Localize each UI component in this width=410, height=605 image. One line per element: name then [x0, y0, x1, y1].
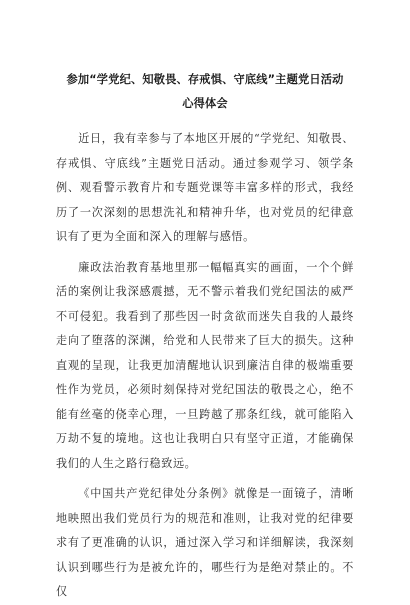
paragraph-2: 廉政法治教育基地里那一幅幅真实的画面，一个个鲜活的案例让我深感震撼，无不警示着我们党纪国法的威严不可侵犯。我看到了那些因一时贪欲而迷失自我的人最终走向了堕落的深渊，给党和人民带来了巨大的损失。这种直观的呈现，让我更加清醒地认识到廉洁自律的极端重要性作为党员，必须时刻保持对党纪国法的敬畏之心，绝不能有丝毫的侥幸心理，一旦跨越了那条红线，就可能陷入万劫不复的境地。这也让我明白只有坚守正道，才能确保我们的人生之路行稳致远。	[56, 260, 354, 470]
document-title-line-2: 心得体会	[182, 97, 228, 110]
title-spacer	[56, 116, 354, 127]
document-title-line-1: 参加“学党纪、知敬畏、存戒惧、守底线”主题党日活动	[66, 73, 344, 86]
paragraph-1: 近日，我有幸参与了本地区开展的“学党纪、知敬畏、存戒惧、守底线”主题党日活动。通过参观学习、领学条例、观看警示教育片和专题党课等丰富多样的形式，我经历了一次深刻的思想洗礼和精神升华，也对党员的纪律意识有了更为全面和深入的理解与感悟。	[56, 132, 354, 243]
paragraph-3: 《中国共产党纪律处分条例》就像是一面镜子，清晰地映照出我们党员行为的规范和准则，让我对党的纪律要求有了更准确的认识，通过深入学习和详细解读，我深刻认识到哪些行为是被允许的，哪些行为是绝对禁止的。不仅	[56, 487, 354, 598]
